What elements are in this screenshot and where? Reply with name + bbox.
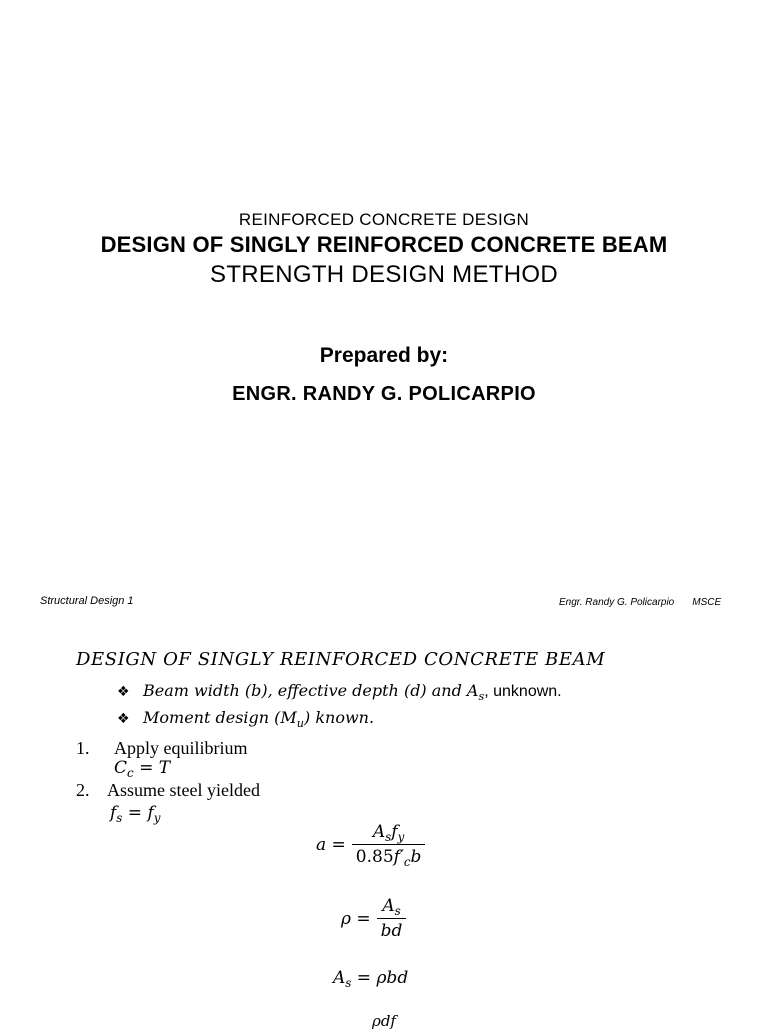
step1-number: 1. xyxy=(76,738,90,758)
eq1-sub: c xyxy=(127,766,134,781)
eqa-num-f: f xyxy=(391,822,398,842)
eqa-den-coef: 0.85 xyxy=(355,847,394,867)
slide2-title: DESIGN OF SINGLY REINFORCED CONCRETE BEAM xyxy=(76,649,606,670)
eq2-sub2: y xyxy=(153,811,161,826)
eq1-rhs: = T xyxy=(133,758,171,778)
eq2-mid: = f xyxy=(122,803,154,823)
eq2-lhs: f xyxy=(110,803,117,823)
cover-main-title: DESIGN OF SINGLY REINFORCED CONCRETE BEAM xyxy=(100,232,668,257)
footer-degree: MSCE xyxy=(692,597,722,608)
bullet-known-sub: u xyxy=(296,716,304,730)
eq2-sub: s xyxy=(116,811,123,826)
bullet-known-suffix: ) known. xyxy=(304,708,375,727)
eqa-den-f: f′ xyxy=(393,847,404,867)
step1-text: Apply equilibrium xyxy=(114,738,248,758)
eqas-lhs: A xyxy=(333,968,346,988)
equation-steel-area xyxy=(333,968,409,991)
eqrho-num: A xyxy=(382,896,395,916)
eqa-num-sub-f: y xyxy=(397,830,405,845)
equation-equilibrium xyxy=(114,758,171,781)
eqa-denominator xyxy=(352,844,426,870)
equation-cut-off: ρdf xyxy=(372,1012,396,1030)
footer-author-block xyxy=(559,597,721,608)
eq1-lhs: C xyxy=(114,758,128,778)
eqrho-numerator xyxy=(378,896,404,918)
footer-course: Structural Design 1 xyxy=(40,595,134,607)
cover-sup-title: REINFORCED CONCRETE DESIGN xyxy=(238,210,530,229)
author-name: ENGR. RANDY G. POLICARPIO xyxy=(232,383,536,405)
eqa-num-sub-a: s xyxy=(385,830,392,845)
step2-number: 2. xyxy=(76,780,90,800)
eqa-fraction xyxy=(352,822,426,870)
eqrho-denominator: bd xyxy=(377,918,407,941)
bullet-unknowns-sub: s xyxy=(478,689,485,703)
eqa-den-sub: c xyxy=(403,855,411,870)
eqrho-lhs: ρ = xyxy=(341,908,371,929)
eqa-den-b: b xyxy=(410,847,422,867)
eqas-sub: s xyxy=(345,976,352,991)
equation-steel-ratio xyxy=(341,896,406,941)
eqrho-num-sub: s xyxy=(394,904,401,919)
step2-text: Assume steel yielded xyxy=(107,780,260,800)
bullet-known-text: Moment design (M xyxy=(143,708,297,727)
footer-author: Engr. Randy G. Policarpio xyxy=(559,597,675,608)
bullet-unknowns-text: Beam width (b), effective depth (d) and A xyxy=(143,681,479,700)
equation-steel-yield xyxy=(110,803,161,826)
equation-depth-a xyxy=(316,822,425,870)
cover-sub-title: STRENGTH DESIGN METHOD xyxy=(210,261,558,288)
prepared-by-label: Prepared by: xyxy=(319,344,449,367)
diamond-bullet-icon: ❖ xyxy=(117,684,130,700)
bullet-unknowns-suffix: , unknown. xyxy=(484,683,562,700)
eqa-lhs: a = xyxy=(316,834,346,855)
eqas-rhs: = ρbd xyxy=(351,968,409,988)
diamond-bullet-icon: ❖ xyxy=(117,711,130,727)
eqa-num-a: A xyxy=(372,822,386,842)
eqa-numerator xyxy=(369,822,408,844)
bullet-known xyxy=(117,708,374,728)
bullet-unknowns xyxy=(117,681,562,701)
eqrho-fraction xyxy=(377,896,407,941)
